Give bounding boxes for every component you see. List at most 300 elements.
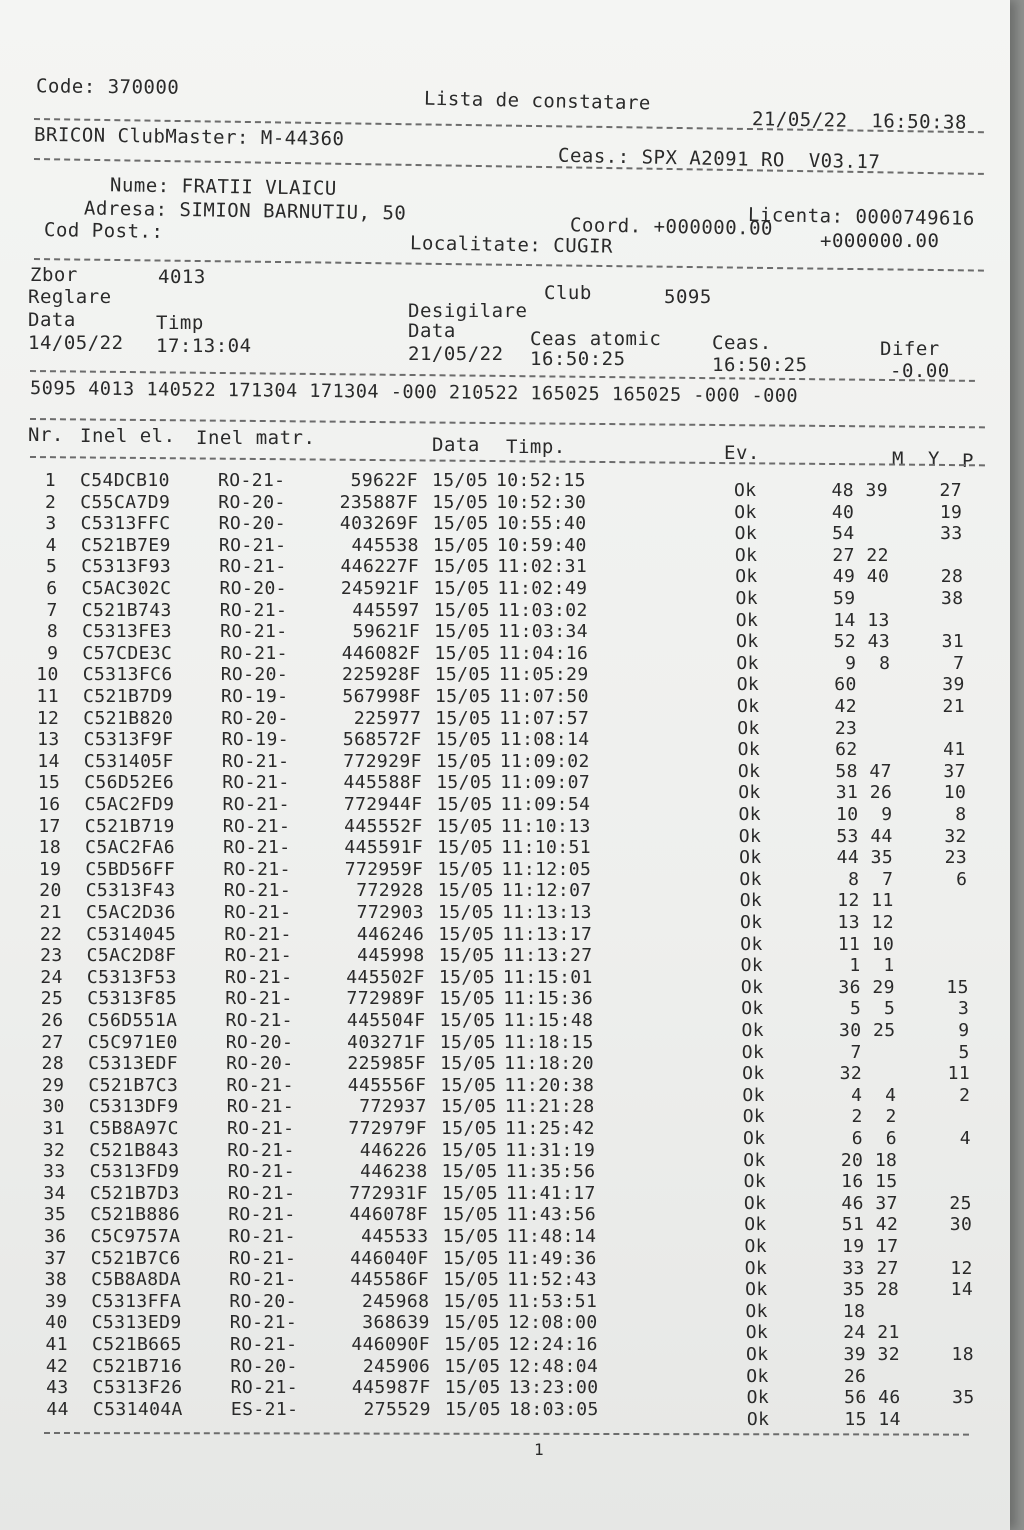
row-ring-number: 772931F bbox=[349, 1182, 428, 1204]
row-p: 15 bbox=[946, 976, 969, 998]
row-nr: 5 bbox=[45, 556, 58, 578]
row-ev: Ok bbox=[738, 804, 761, 825]
desigilare-label: Desigilare bbox=[408, 300, 528, 322]
row-y: 26 bbox=[869, 782, 893, 804]
row-p: 19 bbox=[939, 501, 963, 523]
row-prefix: RO-20- bbox=[230, 1355, 298, 1377]
row-p: 35 bbox=[952, 1387, 975, 1409]
row-time: 11:03:02 bbox=[497, 599, 588, 621]
row-nr: 29 bbox=[41, 1074, 65, 1096]
row-inel-el: C5BD56FF bbox=[85, 858, 176, 880]
row-ev: Ok bbox=[742, 1106, 766, 1128]
row-prefix: RO-21- bbox=[226, 1096, 295, 1118]
table-row bbox=[12, 1334, 1002, 1365]
club-value: 5095 bbox=[664, 286, 712, 308]
row-p: 39 bbox=[942, 674, 965, 696]
row-prefix: RO-21- bbox=[223, 837, 291, 859]
row-time: 11:13:27 bbox=[502, 945, 593, 967]
row-ring-number: 403269F bbox=[339, 513, 419, 535]
row-prefix: RO-21- bbox=[230, 1377, 299, 1399]
code-label: Code: 370000 bbox=[35, 75, 180, 99]
row-ev: Ok bbox=[743, 1149, 766, 1171]
row-ring-number: 772989F bbox=[346, 988, 426, 1010]
page-number: 1 bbox=[534, 1440, 545, 1459]
row-inel-el: C5313F85 bbox=[87, 988, 178, 1010]
row-y: 21 bbox=[877, 1322, 900, 1344]
row-y: 43 bbox=[867, 631, 891, 653]
row-date: 15/05 bbox=[433, 556, 490, 578]
row-nr: 9 bbox=[47, 642, 59, 664]
row-prefix: RO-21- bbox=[228, 1226, 296, 1247]
row-m: 5 bbox=[849, 998, 862, 1020]
row-ev: Ok bbox=[734, 501, 757, 523]
row-ring-number: 446238 bbox=[360, 1161, 428, 1183]
row-inel-el: C521B7E9 bbox=[80, 534, 171, 556]
row-ev: Ok bbox=[737, 739, 761, 761]
col-header-timp: Timp. bbox=[506, 436, 566, 458]
row-ev: Ok bbox=[741, 998, 764, 1020]
table-row bbox=[5, 794, 995, 825]
row-nr: 32 bbox=[42, 1139, 66, 1161]
col-header-m: M bbox=[892, 448, 904, 470]
row-inel-el: C57CDE3C bbox=[82, 642, 173, 664]
row-m: 2 bbox=[851, 1106, 863, 1128]
row-m: 15 bbox=[844, 1408, 867, 1430]
row-m: 39 bbox=[843, 1344, 866, 1365]
row-inel-el: C5AC2D36 bbox=[86, 902, 176, 923]
row-time: 11:05:29 bbox=[498, 664, 589, 686]
row-nr: 38 bbox=[44, 1269, 68, 1291]
row-ring-number: 225985F bbox=[347, 1053, 427, 1075]
row-ev: Ok bbox=[743, 1192, 767, 1214]
row-ring-number: 567998F bbox=[342, 686, 421, 707]
row-inel-el: C5C9757A bbox=[90, 1226, 181, 1247]
row-nr: 2 bbox=[45, 491, 57, 513]
row-inel-el: C521B7D9 bbox=[83, 686, 173, 707]
row-p: 33 bbox=[940, 523, 963, 545]
row-date: 15/05 bbox=[440, 1074, 497, 1096]
row-prefix: RO-20- bbox=[218, 513, 287, 535]
row-nr: 30 bbox=[42, 1096, 65, 1118]
row-nr: 28 bbox=[41, 1053, 65, 1075]
row-p: 21 bbox=[942, 696, 965, 717]
row-date: 15/05 bbox=[443, 1312, 500, 1334]
row-ring-number: 368639 bbox=[362, 1312, 430, 1334]
table-row bbox=[8, 1010, 998, 1041]
row-ring-number: 445556F bbox=[347, 1074, 427, 1096]
row-m: 7 bbox=[850, 1041, 862, 1063]
license-number: Licenta: 0000749616 bbox=[747, 204, 976, 230]
row-date: 15/05 bbox=[434, 621, 491, 643]
row-prefix: RO-21- bbox=[220, 642, 288, 664]
row-date: 15/05 bbox=[438, 966, 496, 988]
row-p: 2 bbox=[959, 1084, 971, 1106]
row-y: 28 bbox=[876, 1279, 900, 1301]
row-p: 6 bbox=[956, 868, 968, 890]
zbor-value: 4013 bbox=[158, 266, 206, 288]
row-nr: 14 bbox=[37, 750, 60, 772]
row-time: 10:59:40 bbox=[496, 534, 587, 556]
row-ev: Ok bbox=[734, 544, 758, 566]
row-y: 9 bbox=[881, 804, 893, 825]
col-header-y: Y bbox=[928, 448, 940, 470]
row-time: 11:15:01 bbox=[502, 966, 593, 988]
row-p: 30 bbox=[949, 1214, 973, 1236]
row-prefix: RO-21- bbox=[222, 815, 291, 837]
row-nr: 36 bbox=[44, 1226, 67, 1247]
row-time: 11:21:28 bbox=[504, 1096, 595, 1118]
row-date: 15/05 bbox=[437, 837, 494, 859]
row-inel-el: C5313EDF bbox=[88, 1053, 178, 1075]
print-datetime: 21/05/22 16:50:38 bbox=[751, 108, 968, 134]
row-inel-el: C5313F26 bbox=[92, 1377, 183, 1399]
row-date: 15/05 bbox=[434, 664, 491, 686]
row-inel-el: C521B820 bbox=[83, 707, 174, 729]
row-ev: Ok bbox=[736, 631, 759, 653]
row-prefix: RO-21- bbox=[222, 772, 290, 794]
row-ev: Ok bbox=[736, 652, 759, 674]
row-ring-number: 446246 bbox=[356, 923, 425, 945]
row-m: 56 bbox=[844, 1387, 867, 1409]
row-time: 10:55:40 bbox=[496, 513, 587, 535]
row-date: 15/05 bbox=[438, 945, 495, 967]
row-ring-number: 235887F bbox=[339, 491, 419, 513]
row-ev: Ok bbox=[743, 1171, 767, 1193]
row-nr: 6 bbox=[46, 578, 58, 599]
row-y: 40 bbox=[866, 566, 890, 588]
row-time: 13:23:00 bbox=[508, 1377, 599, 1399]
row-ev: Ok bbox=[738, 782, 761, 804]
row-p: 18 bbox=[951, 1344, 974, 1365]
row-inel-el: C531405F bbox=[83, 750, 174, 772]
row-time: 11:18:15 bbox=[503, 1031, 594, 1053]
row-ev: Ok bbox=[737, 760, 761, 782]
row-m: 4 bbox=[851, 1084, 863, 1106]
row-m: 36 bbox=[838, 976, 861, 998]
row-inel-el: C521B843 bbox=[89, 1139, 180, 1161]
row-time: 11:09:02 bbox=[499, 750, 590, 772]
row-ev: Ok bbox=[741, 1020, 764, 1041]
row-ring-number: 445597 bbox=[352, 599, 420, 621]
row-p: 38 bbox=[941, 588, 964, 609]
table-row bbox=[4, 772, 994, 804]
row-prefix: RO-21- bbox=[228, 1204, 296, 1226]
table-row bbox=[9, 1139, 999, 1171]
row-p: 11 bbox=[947, 1063, 971, 1085]
row-inel-el: C5B8A97C bbox=[89, 1118, 179, 1139]
row-ring-number: 772937 bbox=[359, 1096, 427, 1118]
row-time: 11:13:17 bbox=[502, 923, 593, 945]
row-date: 15/05 bbox=[433, 599, 490, 621]
row-nr: 8 bbox=[46, 621, 59, 643]
row-time: 11:20:38 bbox=[504, 1074, 595, 1096]
table-row bbox=[7, 988, 997, 1020]
row-nr: 26 bbox=[41, 1010, 64, 1031]
row-p: 37 bbox=[943, 760, 966, 782]
row-p: 32 bbox=[944, 825, 967, 847]
row-y: 37 bbox=[875, 1192, 898, 1214]
row-y: 46 bbox=[878, 1387, 901, 1409]
row-m: 18 bbox=[842, 1300, 866, 1322]
row-m: 1 bbox=[849, 955, 861, 977]
row-time: 11:48:14 bbox=[506, 1226, 597, 1247]
row-inel-el: C56D52E6 bbox=[84, 772, 175, 794]
row-ring-number: 403271F bbox=[347, 1031, 426, 1053]
row-y: 35 bbox=[870, 847, 894, 869]
row-prefix: RO-21- bbox=[228, 1247, 297, 1269]
row-ring-number: 445533 bbox=[361, 1226, 429, 1247]
row-time: 11:52:43 bbox=[507, 1269, 597, 1291]
row-date: 15/05 bbox=[441, 1139, 498, 1161]
row-time: 11:09:07 bbox=[500, 772, 591, 794]
coord-label: Coord. +000000.00 bbox=[569, 214, 774, 240]
reglare-date: 14/05/22 bbox=[28, 332, 124, 354]
row-prefix: RO-20- bbox=[226, 1053, 294, 1075]
row-date: 15/05 bbox=[435, 729, 492, 751]
row-ev: Ok bbox=[744, 1257, 768, 1279]
row-nr: 19 bbox=[38, 858, 62, 880]
row-nr: 7 bbox=[46, 599, 58, 621]
row-ring-number: 446226 bbox=[359, 1139, 428, 1161]
row-ring-number: 446227F bbox=[340, 556, 420, 578]
row-inel-el: C521B716 bbox=[92, 1355, 183, 1377]
row-p: 10 bbox=[943, 782, 967, 804]
row-inel-el: C5313F9F bbox=[83, 729, 174, 751]
col-header-p: P bbox=[962, 450, 974, 472]
col-header-inel-el: Inel el. bbox=[80, 425, 176, 447]
row-prefix: RO-19- bbox=[221, 729, 290, 751]
row-prefix: RO-21- bbox=[229, 1312, 298, 1334]
row-nr: 16 bbox=[38, 794, 61, 815]
row-prefix: RO-20- bbox=[229, 1290, 297, 1312]
row-p: 23 bbox=[944, 847, 968, 869]
clock-model: Ceas.: SPX A2091 RO V03.17 bbox=[557, 144, 881, 174]
row-y: 2 bbox=[885, 1106, 897, 1128]
row-ring-number: 446040F bbox=[350, 1247, 429, 1269]
row-nr: 18 bbox=[38, 837, 62, 859]
row-ev: Ok bbox=[740, 976, 764, 998]
row-ev: Ok bbox=[738, 825, 762, 847]
row-time: 11:10:51 bbox=[501, 837, 591, 859]
row-time: 11:35:56 bbox=[505, 1161, 596, 1183]
row-prefix: RO-21- bbox=[225, 1010, 293, 1031]
row-ring-number: 446078F bbox=[349, 1204, 429, 1226]
row-y: 8 bbox=[879, 652, 891, 674]
row-y: 1 bbox=[883, 955, 895, 977]
row-prefix: RO-21- bbox=[230, 1334, 298, 1355]
row-ev: Ok bbox=[744, 1214, 767, 1236]
row-inel-el: C5AC2D8F bbox=[86, 945, 177, 967]
row-ring-number: 245921F bbox=[340, 578, 420, 599]
row-date: 15/05 bbox=[432, 470, 489, 491]
row-prefix: RO-21- bbox=[219, 599, 288, 621]
reglare-time: 17:13:04 bbox=[156, 335, 252, 357]
row-nr: 21 bbox=[39, 902, 62, 923]
row-ring-number: 445591F bbox=[344, 837, 424, 859]
table-row bbox=[8, 1031, 998, 1063]
row-inel-el: C5313FFC bbox=[80, 513, 171, 535]
row-m: 16 bbox=[841, 1171, 864, 1193]
row-ev: Ok bbox=[742, 1084, 765, 1106]
row-nr: 41 bbox=[45, 1334, 68, 1355]
row-nr: 4 bbox=[45, 534, 57, 556]
row-date: 15/05 bbox=[442, 1226, 499, 1247]
row-p: 41 bbox=[943, 739, 966, 761]
row-prefix: RO-21- bbox=[221, 750, 290, 772]
row-ev: Ok bbox=[740, 912, 763, 933]
row-prefix: RO-20- bbox=[225, 1031, 294, 1053]
table-row bbox=[5, 815, 995, 847]
row-date: 15/05 bbox=[441, 1182, 499, 1204]
row-y: 29 bbox=[872, 976, 895, 998]
row-time: 11:41:17 bbox=[505, 1182, 596, 1204]
row-p: 25 bbox=[949, 1192, 972, 1214]
row-date: 15/05 bbox=[432, 491, 489, 513]
row-ev: Ok bbox=[741, 1041, 765, 1063]
row-inel-el: C55CA7D9 bbox=[80, 491, 171, 513]
row-nr: 33 bbox=[43, 1161, 66, 1183]
table-row bbox=[1, 556, 991, 588]
row-nr: 42 bbox=[45, 1355, 69, 1377]
row-nr: 39 bbox=[44, 1290, 68, 1312]
row-inel-el: C5AC2FD9 bbox=[84, 794, 175, 815]
row-ev: Ok bbox=[739, 868, 762, 890]
row-prefix: RO-21- bbox=[224, 902, 292, 923]
row-inel-el: C521B665 bbox=[92, 1334, 182, 1355]
row-nr: 25 bbox=[40, 988, 64, 1010]
row-prefix: RO-21- bbox=[224, 923, 292, 945]
row-nr: 13 bbox=[37, 729, 60, 751]
row-ev: Ok bbox=[734, 480, 757, 501]
table-row bbox=[3, 686, 993, 717]
row-ring-number: 445538 bbox=[351, 534, 419, 556]
table-row bbox=[2, 578, 992, 609]
row-inel-el: C5314045 bbox=[86, 923, 177, 945]
row-prefix: RO-21- bbox=[225, 988, 293, 1010]
owner-address: Adresa: SIMION BARNUTIU, 50 bbox=[83, 197, 407, 225]
row-m: 10 bbox=[836, 804, 859, 825]
row-ev: Ok bbox=[740, 955, 764, 977]
row-time: 11:15:48 bbox=[503, 1010, 594, 1031]
row-ev: Ok bbox=[735, 588, 758, 609]
row-y: 44 bbox=[870, 825, 893, 847]
row-m: 40 bbox=[831, 501, 855, 523]
row-m: 60 bbox=[834, 674, 857, 696]
row-prefix: RO-21- bbox=[227, 1182, 296, 1204]
row-time: 11:02:49 bbox=[497, 578, 588, 599]
row-y: 27 bbox=[876, 1257, 899, 1279]
row-p: 3 bbox=[957, 998, 970, 1020]
row-ring-number: 275529 bbox=[363, 1398, 431, 1420]
row-p: 14 bbox=[950, 1279, 974, 1301]
row-prefix: RO-21- bbox=[226, 1074, 294, 1096]
row-m: 53 bbox=[836, 825, 859, 847]
row-ev: Ok bbox=[743, 1128, 766, 1149]
row-ring-number: 445586F bbox=[350, 1269, 430, 1291]
row-time: 11:25:42 bbox=[505, 1118, 595, 1139]
row-ev: Ok bbox=[745, 1279, 768, 1301]
row-y: 4 bbox=[885, 1084, 897, 1106]
row-m: 26 bbox=[843, 1365, 867, 1387]
row-time: 11:53:51 bbox=[507, 1290, 598, 1312]
reglare-label: Reglare bbox=[28, 286, 112, 308]
row-date: 15/05 bbox=[439, 988, 496, 1010]
row-prefix: RO-21- bbox=[229, 1269, 297, 1291]
table-row bbox=[3, 664, 993, 696]
row-prefix: RO-20- bbox=[220, 664, 289, 686]
row-y: 5 bbox=[883, 998, 896, 1020]
row-time: 11:15:36 bbox=[503, 988, 594, 1010]
row-date: 15/05 bbox=[444, 1355, 501, 1377]
row-date: 15/05 bbox=[441, 1118, 498, 1139]
row-ev: Ok bbox=[737, 696, 760, 717]
row-nr: 15 bbox=[37, 772, 61, 794]
row-nr: 17 bbox=[38, 815, 61, 837]
row-date: 15/05 bbox=[439, 1031, 496, 1053]
row-inel-el: C5313ED9 bbox=[91, 1312, 182, 1334]
row-m: 59 bbox=[833, 588, 856, 609]
table-row bbox=[7, 966, 997, 998]
row-ring-number: 772929F bbox=[343, 750, 422, 772]
row-date: 15/05 bbox=[442, 1204, 499, 1226]
row-date: 15/05 bbox=[436, 794, 493, 815]
row-m: 8 bbox=[848, 868, 860, 890]
row-m: 9 bbox=[845, 652, 857, 674]
row-inel-el: C5313F43 bbox=[85, 880, 176, 902]
row-nr: 1 bbox=[44, 470, 56, 491]
reglare-timp-label: Timp bbox=[156, 312, 204, 334]
row-m: 32 bbox=[839, 1063, 863, 1085]
row-p: 4 bbox=[959, 1128, 971, 1149]
row-time: 11:08:14 bbox=[499, 729, 590, 751]
row-time: 10:52:15 bbox=[496, 470, 586, 491]
row-m: 44 bbox=[836, 847, 860, 869]
row-ev: Ok bbox=[737, 717, 760, 739]
row-prefix: RO-21- bbox=[222, 794, 290, 815]
table-row bbox=[3, 707, 993, 739]
row-y: 42 bbox=[875, 1214, 899, 1236]
row-m: 31 bbox=[835, 782, 859, 804]
row-ring-number: 772959F bbox=[344, 858, 424, 880]
row-date: 15/05 bbox=[434, 642, 491, 664]
row-time: 11:31:19 bbox=[505, 1139, 596, 1161]
row-time: 11:12:05 bbox=[501, 858, 592, 880]
row-ev: Ok bbox=[746, 1365, 769, 1387]
row-date: 15/05 bbox=[435, 707, 492, 729]
row-time: 11:04:16 bbox=[498, 642, 589, 664]
row-m: 48 bbox=[831, 480, 854, 501]
row-time: 11:18:20 bbox=[504, 1053, 594, 1075]
row-y: 14 bbox=[878, 1408, 901, 1430]
row-ring-number: 772928 bbox=[356, 880, 424, 902]
row-y: 17 bbox=[876, 1236, 899, 1257]
row-prefix: RO-20- bbox=[219, 578, 287, 599]
row-ring-number: 446082F bbox=[341, 642, 421, 664]
row-time: 11:07:50 bbox=[499, 686, 589, 707]
row-p: 5 bbox=[958, 1041, 970, 1063]
row-prefix: RO-21- bbox=[227, 1139, 295, 1161]
row-ring-number: 225928F bbox=[342, 664, 421, 686]
row-prefix: RO-21- bbox=[223, 858, 291, 880]
row-ring-number: 445588F bbox=[343, 772, 423, 794]
list-title: Lista de constatare bbox=[423, 87, 652, 115]
row-date: 15/05 bbox=[439, 1010, 496, 1031]
row-ring-number: 772979F bbox=[348, 1118, 427, 1139]
zbor-label: Zbor bbox=[30, 264, 78, 286]
row-prefix: RO-20- bbox=[221, 707, 289, 729]
desigilare-date: 21/05/22 bbox=[408, 343, 504, 365]
row-ring-number: 59622F bbox=[350, 470, 418, 491]
